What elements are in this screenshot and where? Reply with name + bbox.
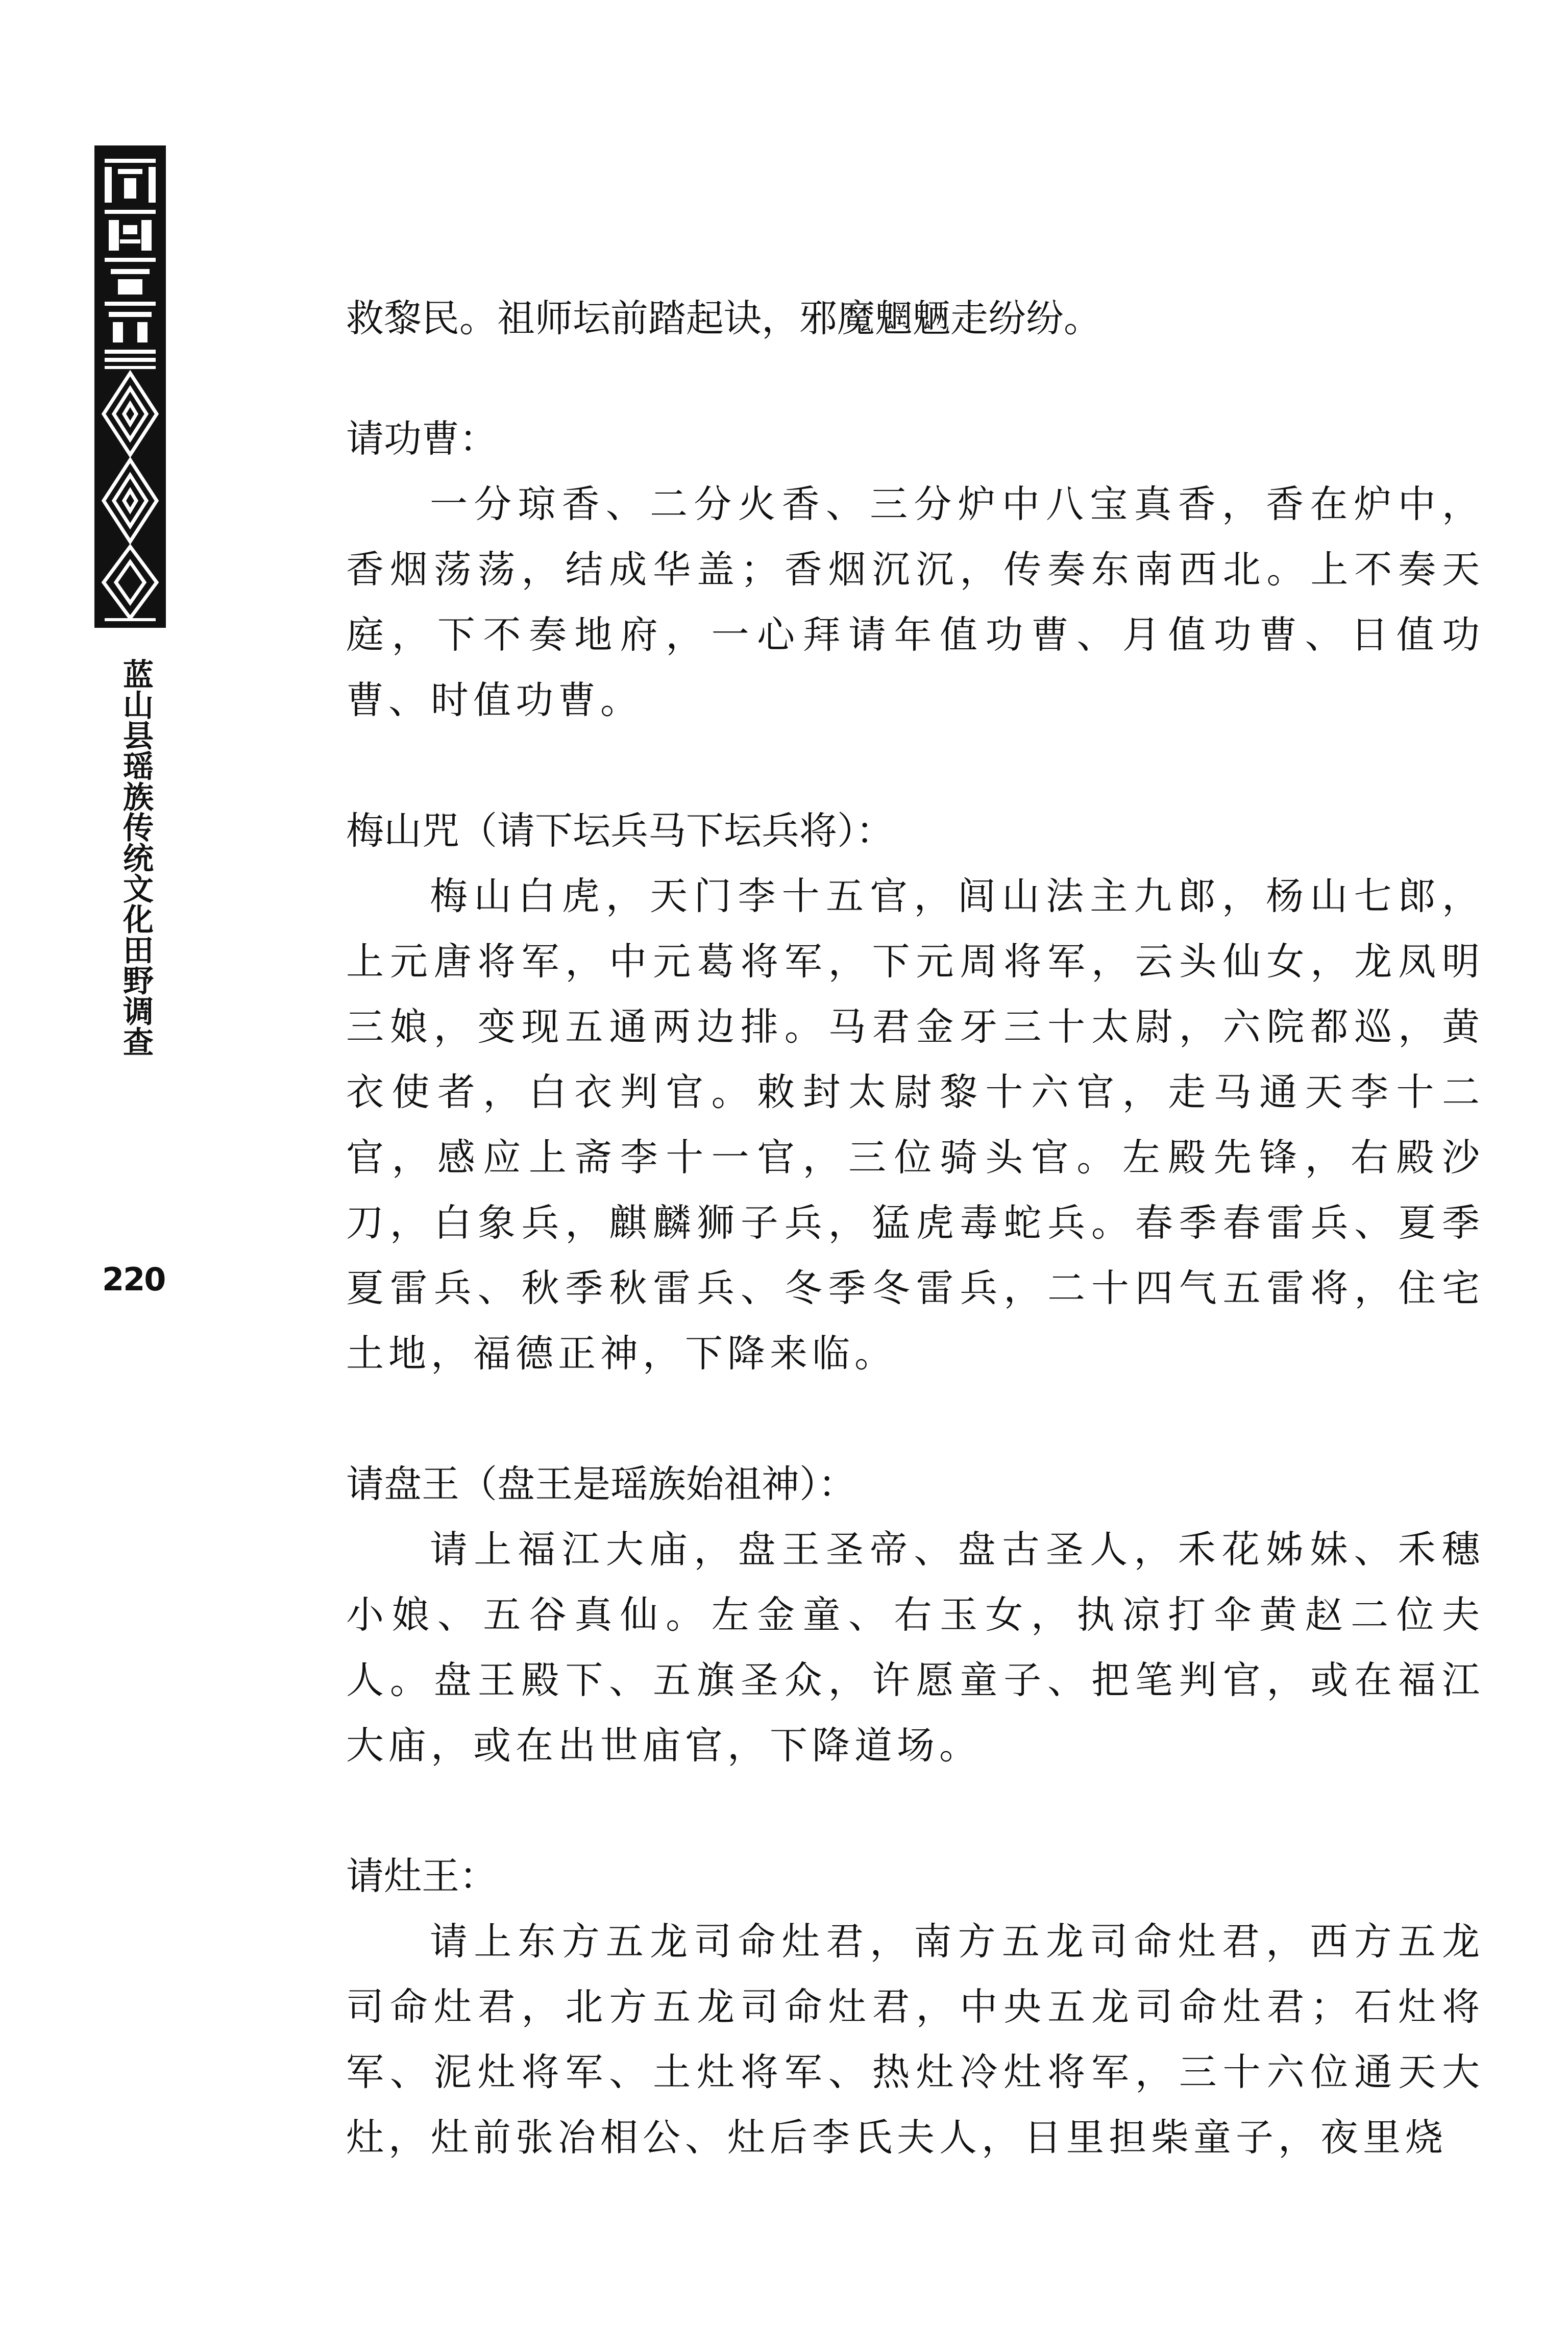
section-paragraph: 请上福江大庙，盘王圣帝、盘古圣人，禾花姊妹、禾穗小娘、五谷真仙。左金童、右玉女，执凉打伞黄赵二位夫人。盘王殿下、五旗圣众，许愿童子、把笔判官，或在福江大庙，或在出世庙官，下降道场。: [346, 1528, 1484, 1768]
section-heading: 梅山咒（请下坛兵马下坛兵将）：: [346, 809, 894, 853]
section-paragraph: 梅山白虎，天门李十五官，闾山法主九郎，杨山七郎，上元唐将军，中元葛将军，下元周将军，云头仙女，龙凤明三娘，变现五通两边排。马君金牙三十太尉，六院都巡，黄衣使者，白衣判官。敕封太尉黎十六官，走马通天李十二官，感应上斋李十一官，三位骑头官。左殿先锋，右殿沙刀，白象兵，麒麟狮子兵，猛虎毒蛇兵。春季春雷兵、夏季夏雷兵、秋季秋雷兵、冬季冬雷兵，二十四气五雷将，住宅土地，福德正神，下降来临。: [346, 874, 1484, 1376]
ornament-pattern-icon: [97, 149, 163, 625]
section-heading: 请盘王（盘王是瑶族始祖神）：: [346, 1462, 856, 1506]
running-book-title: 蓝山县瑶族传统文化田野调查: [118, 658, 154, 1057]
main-text-column: [346, 286, 1484, 2170]
section-heading: 请功曹：: [346, 417, 497, 461]
decorative-pattern-band: [94, 145, 166, 628]
opening-line: 救黎民。祖师坛前踏起诀，邪魔魍魉走纷纷。: [346, 297, 1101, 340]
page-number: 220: [102, 1261, 165, 1298]
section-paragraph: 请上东方五龙司命灶君，南方五龙司命灶君，西方五龙司命灶君，北方五龙司命灶君，中央五龙司命灶君；石灶将军、泥灶将军、土灶将军、热灶冷灶将军，三十六位通天大灶，灶前张冶相公、灶后李氏夫人，日里担柴童子，夜里烧: [346, 1920, 1484, 2160]
section-paragraph: 一分琼香、二分火香、三分炉中八宝真香，香在炉中，香烟荡荡，结成华盖；香烟沉沉，传奏东南西北。上不奏天庭，下不奏地府，一心拜请年值功曹、月值功曹、日值功曹、时值功曹。: [346, 482, 1484, 722]
section-heading: 请灶王：: [346, 1854, 497, 1898]
